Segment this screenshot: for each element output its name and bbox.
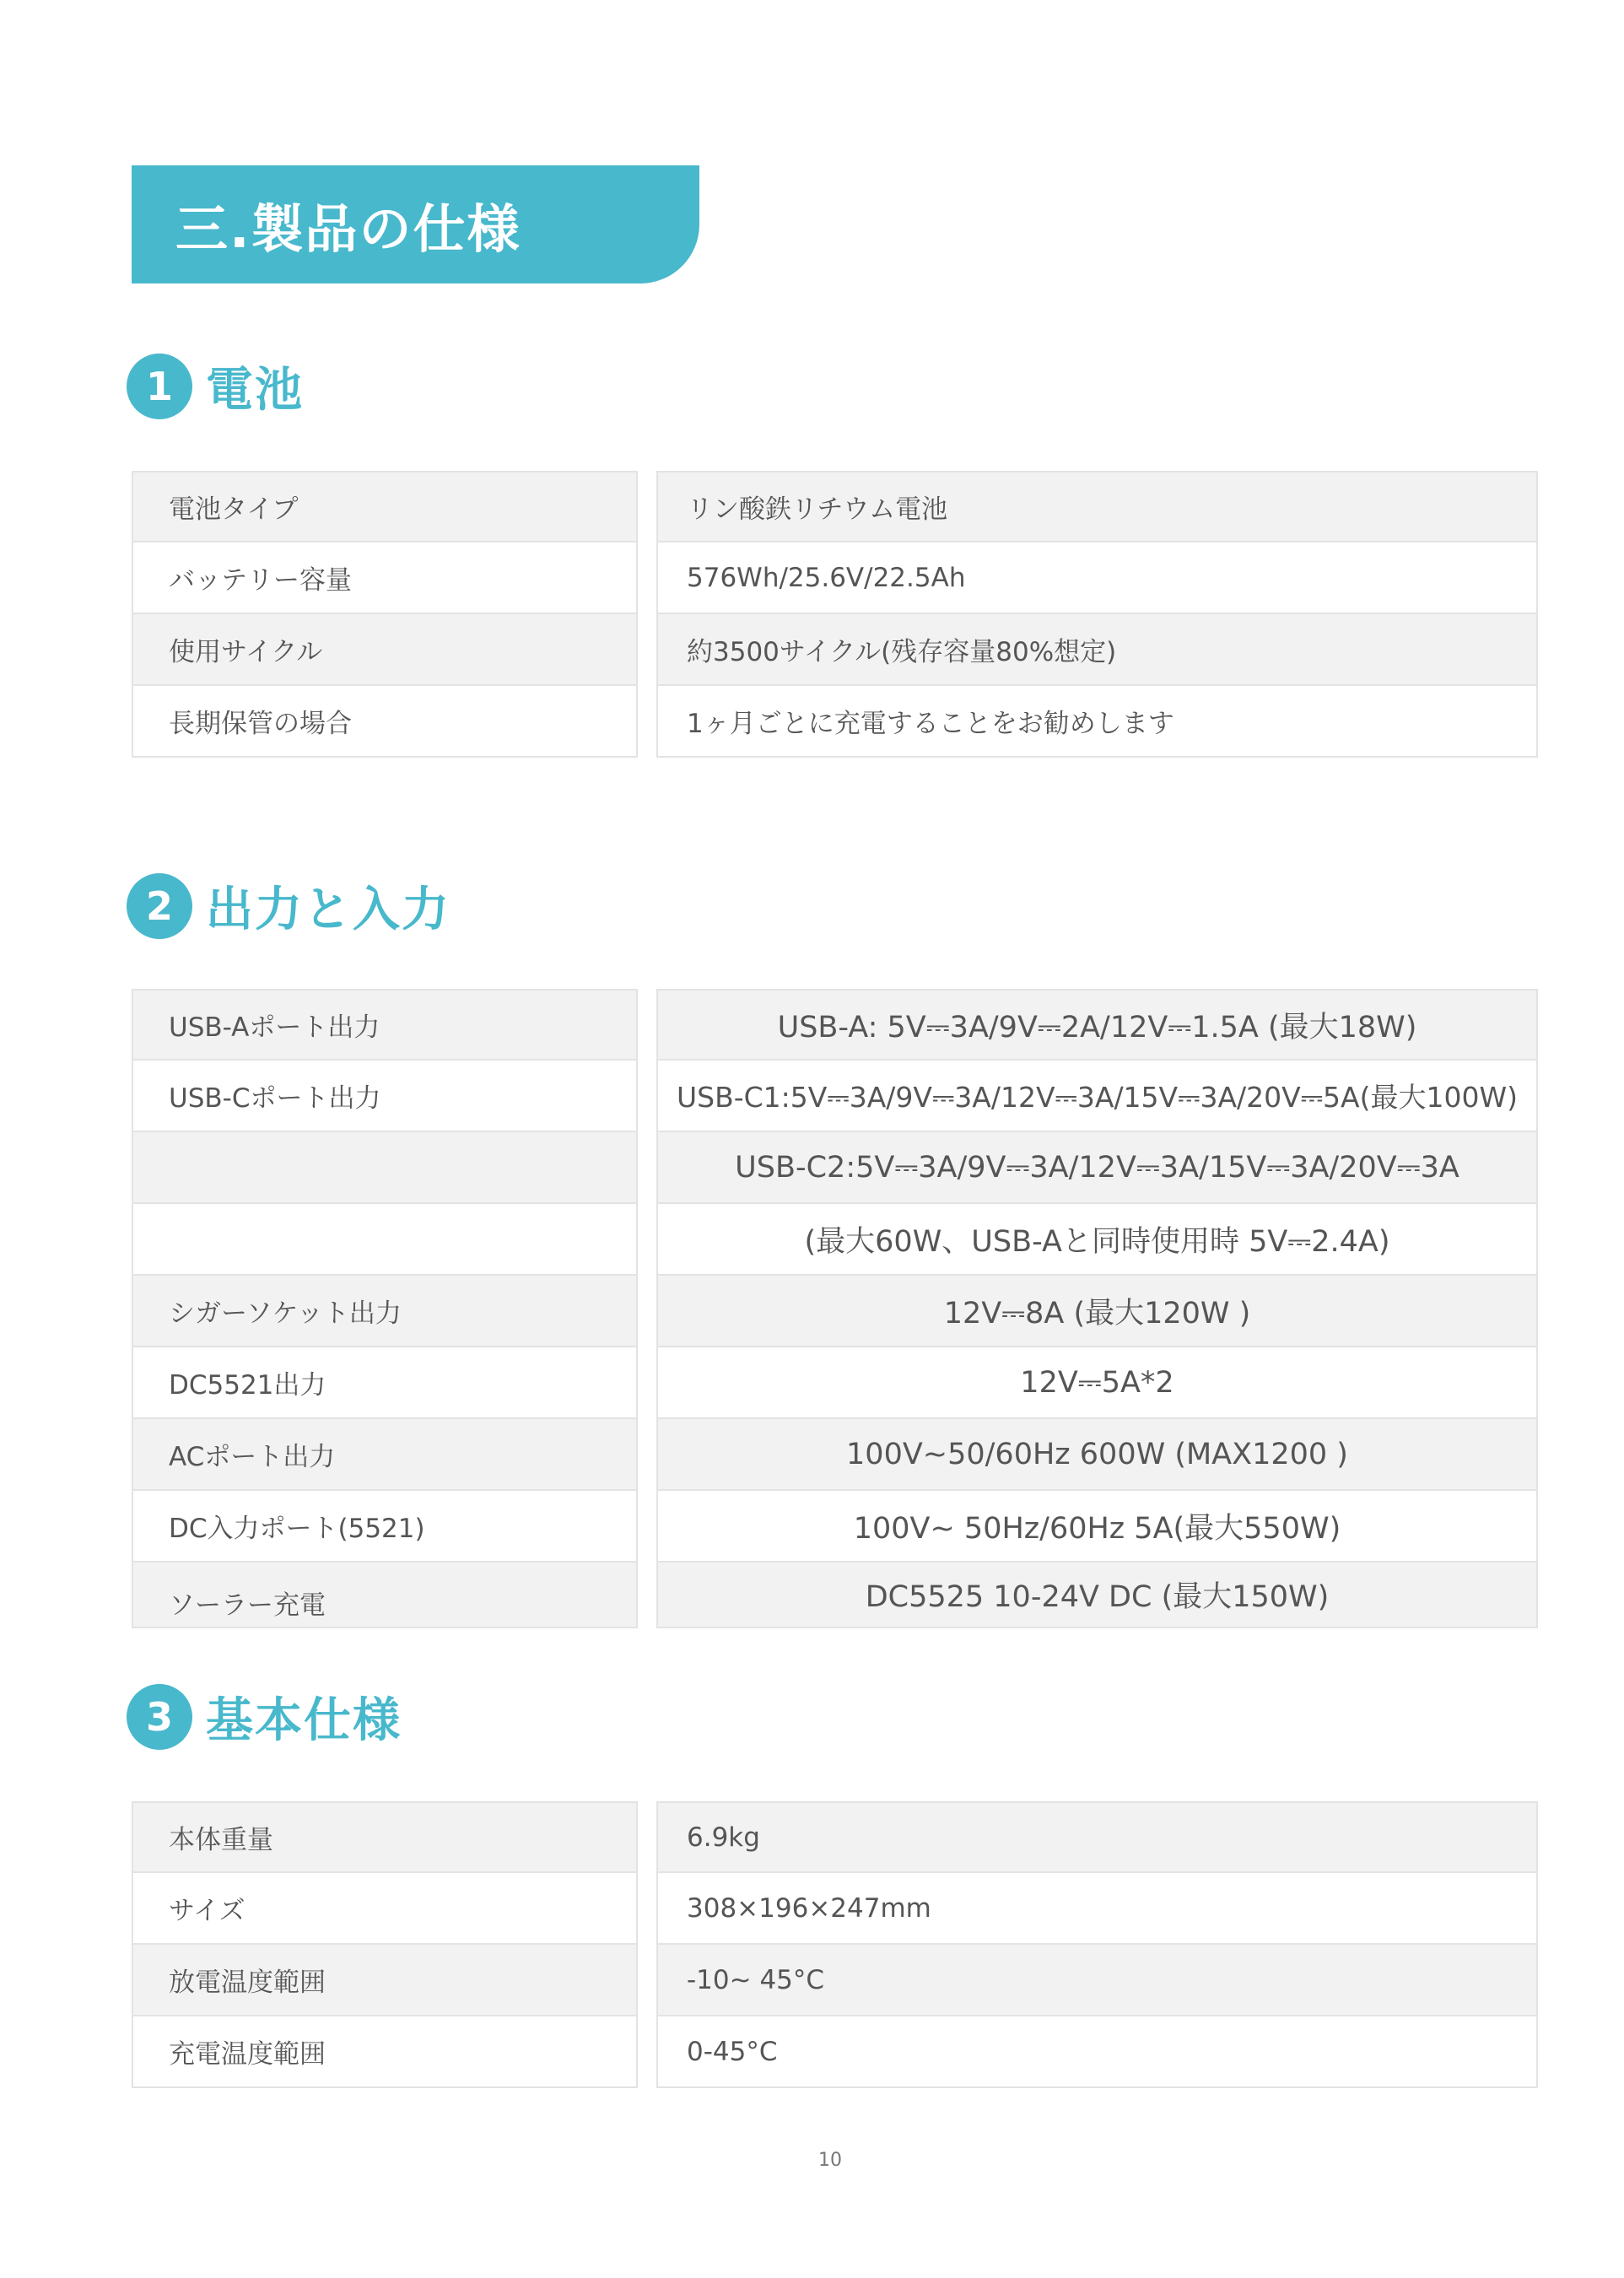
spec-label (132, 1132, 638, 1204)
output-input-spec-table (132, 989, 1538, 1628)
spec-value: 308×196×247mm (656, 1873, 1538, 1945)
table-row (132, 989, 1538, 1061)
spec-value: 1ヶ月ごとに充電することをお勧めします (656, 686, 1538, 758)
spec-value: 576Wh/25.6V/22.5Ah (656, 543, 1538, 614)
spec-label: DC入力ポート(5521) (132, 1491, 638, 1563)
page-title: 三.製品の仕様 (175, 197, 521, 260)
section-heading-battery (127, 353, 304, 420)
spec-value: DC5525 10-24V DC (最大150W) (656, 1563, 1538, 1628)
table-row (132, 1563, 1538, 1628)
spec-value: 100V~ 50Hz/60Hz 5A(最大550W) (656, 1491, 1538, 1563)
table-row (132, 686, 1538, 758)
spec-label: 本体重量 (132, 1801, 638, 1873)
section-number-badge: 2 (127, 873, 192, 939)
spec-label: サイズ (132, 1873, 638, 1945)
table-row (132, 1491, 1538, 1563)
spec-label: 充電温度範囲 (132, 2016, 638, 2088)
spec-label: DC5521出力 (132, 1347, 638, 1419)
spec-value: リン酸鉄リチウム電池 (656, 471, 1538, 543)
table-row (132, 1132, 1538, 1204)
section-heading-basic-specs (127, 1683, 402, 1751)
spec-label: ソーラー充電 (132, 1563, 638, 1628)
spec-value: USB-C2:5V⎓3A/9V⎓3A/12V⎓3A/15V⎓3A/20V⎓3A (656, 1132, 1538, 1204)
section-heading-output-input (127, 872, 451, 940)
section-title: 基本仕様 (206, 1693, 402, 1748)
table-row (132, 2016, 1538, 2088)
spec-label: バッテリー容量 (132, 543, 638, 614)
spec-label: 放電温度範囲 (132, 1945, 638, 2016)
section-title: 出力と入力 (206, 883, 451, 937)
spec-value: (最大60W、USB-Aと同時使用時 5V⎓2.4A) (656, 1204, 1538, 1276)
spec-value: 0-45°C (656, 2016, 1538, 2088)
section-title: 電池 (206, 363, 304, 418)
table-row (132, 1873, 1538, 1945)
table-row (132, 614, 1538, 686)
spec-label: 長期保管の場合 (132, 686, 638, 758)
battery-spec-table (132, 471, 1538, 758)
table-row (132, 1801, 1538, 1873)
spec-value: 100V~50/60Hz 600W (MAX1200 ) (656, 1419, 1538, 1491)
table-row (132, 1061, 1538, 1132)
table-row (132, 1347, 1538, 1419)
section-number-badge: 1 (127, 354, 192, 419)
section-number-badge: 3 (127, 1684, 192, 1750)
spec-label: 電池タイプ (132, 471, 638, 543)
spec-value: 約3500サイクル(残存容量80%想定) (656, 614, 1538, 686)
table-row (132, 1204, 1538, 1276)
table-row (132, 471, 1538, 543)
spec-value: 6.9kg (656, 1801, 1538, 1873)
table-row (132, 1945, 1538, 2016)
spec-label: シガーソケット出力 (132, 1276, 638, 1347)
spec-value: 12V⎓8A (最大120W ) (656, 1276, 1538, 1347)
spec-label: ACポート出力 (132, 1419, 638, 1491)
spec-label: USB-Aポート出力 (132, 989, 638, 1061)
table-row (132, 1276, 1538, 1347)
spec-value: -10~ 45°C (656, 1945, 1538, 2016)
title-banner (132, 165, 699, 283)
spec-label: 使用サイクル (132, 614, 638, 686)
spec-label: USB-Cポート出力 (132, 1061, 638, 1132)
spec-value: USB-C1:5V⎓3A/9V⎓3A/12V⎓3A/15V⎓3A/20V⎓5A(最大100W) (656, 1061, 1538, 1132)
spec-value: USB-A: 5V⎓3A/9V⎓2A/12V⎓1.5A (最大18W) (656, 989, 1538, 1061)
spec-value: 12V⎓5A*2 (656, 1347, 1538, 1419)
basic-spec-table (132, 1801, 1538, 2088)
spec-label (132, 1204, 638, 1276)
page-number: 10 (818, 2150, 842, 2171)
table-row (132, 1419, 1538, 1491)
table-row (132, 543, 1538, 614)
